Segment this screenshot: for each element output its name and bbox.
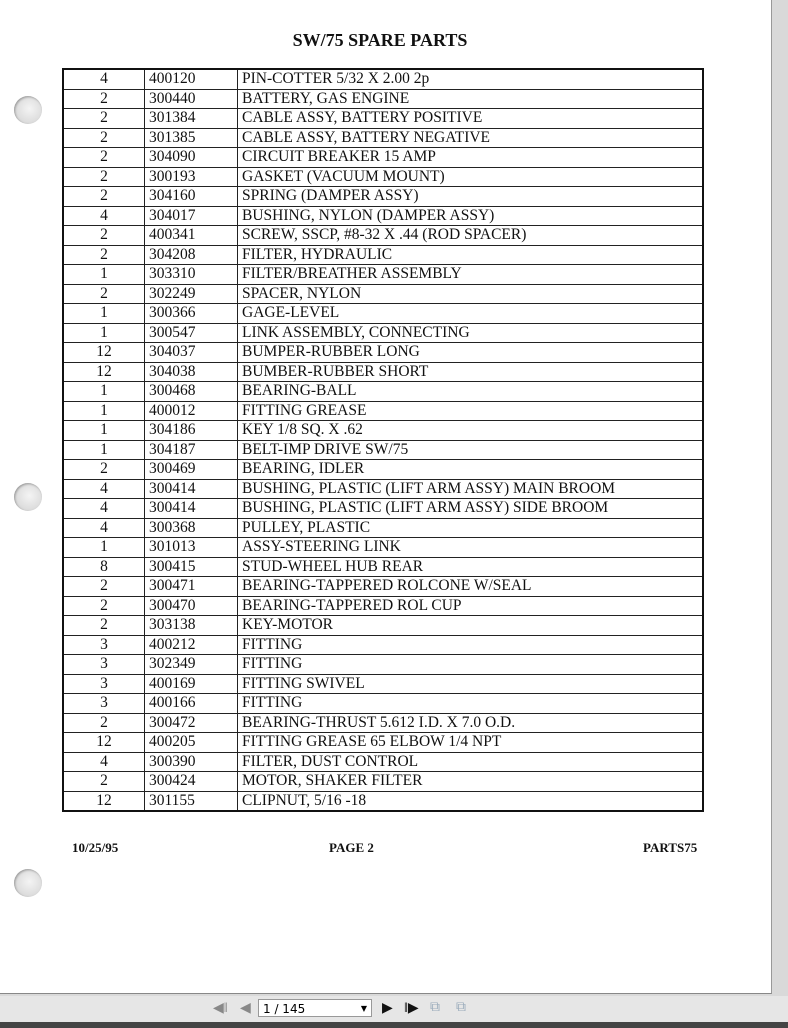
quantity-cell: 2	[63, 167, 145, 187]
quantity-cell: 2	[63, 187, 145, 207]
punch-hole	[14, 483, 42, 511]
part-number-cell: 400205	[145, 733, 238, 753]
quantity-cell: 2	[63, 245, 145, 265]
table-row	[63, 226, 703, 246]
quantity-cell: 4	[63, 479, 145, 499]
part-number-cell: 300390	[145, 752, 238, 772]
footer-date: 10/25/95	[72, 840, 119, 855]
part-number-cell: 300366	[145, 304, 238, 324]
description-cell: BELT-IMP DRIVE SW/75	[238, 440, 704, 460]
description-cell: BUSHING, PLASTIC (LIFT ARM ASSY) MAIN BROOM	[238, 479, 704, 499]
quantity-cell: 2	[63, 713, 145, 733]
quantity-cell: 2	[63, 596, 145, 616]
description-cell: ASSY-STEERING LINK	[238, 538, 704, 558]
quantity-cell: 1	[63, 440, 145, 460]
viewer-toolbar	[0, 996, 788, 1022]
part-number-cell: 400169	[145, 674, 238, 694]
table-row	[63, 499, 703, 519]
quantity-cell: 12	[63, 733, 145, 753]
description-cell: FILTER, HYDRAULIC	[238, 245, 704, 265]
description-cell: LINK ASSEMBLY, CONNECTING	[238, 323, 704, 343]
quantity-cell: 2	[63, 109, 145, 129]
bottom-bar	[0, 1022, 788, 1028]
punch-hole	[14, 869, 42, 897]
table-row	[63, 733, 703, 753]
table-row	[63, 382, 703, 402]
description-cell: BUMBER-RUBBER SHORT	[238, 362, 704, 382]
description-cell: FITTING SWIVEL	[238, 674, 704, 694]
next-page-icon[interactable]: ▶	[382, 1001, 393, 1016]
two-page-icon[interactable]: ⧉	[456, 1000, 466, 1015]
description-cell: FITTING	[238, 694, 704, 714]
table-row	[63, 187, 703, 207]
description-cell: STUD-WHEEL HUB REAR	[238, 557, 704, 577]
quantity-cell: 4	[63, 206, 145, 226]
part-number-cell: 301384	[145, 109, 238, 129]
table-row	[63, 557, 703, 577]
description-cell: CLIPNUT, 5/16 -18	[238, 791, 704, 811]
description-cell: BEARING-TAPPERED ROLCONE W/SEAL	[238, 577, 704, 597]
part-number-cell: 304187	[145, 440, 238, 460]
table-row	[63, 577, 703, 597]
description-cell: BUSHING, NYLON (DAMPER ASSY)	[238, 206, 704, 226]
part-number-cell: 300368	[145, 518, 238, 538]
quantity-cell: 1	[63, 382, 145, 402]
quantity-cell: 2	[63, 89, 145, 109]
quantity-cell: 12	[63, 362, 145, 382]
part-number-cell: 400212	[145, 635, 238, 655]
quantity-cell: 3	[63, 674, 145, 694]
table-row	[63, 343, 703, 363]
table-row	[63, 440, 703, 460]
description-cell: BEARING-THRUST 5.612 I.D. X 7.0 O.D.	[238, 713, 704, 733]
quantity-cell: 4	[63, 752, 145, 772]
table-row	[63, 421, 703, 441]
description-cell: BEARING-BALL	[238, 382, 704, 402]
part-number-cell: 303310	[145, 265, 238, 285]
description-cell: BUMPER-RUBBER LONG	[238, 343, 704, 363]
part-number-cell: 300414	[145, 499, 238, 519]
table-row	[63, 752, 703, 772]
quantity-cell: 2	[63, 577, 145, 597]
part-number-cell: 302349	[145, 655, 238, 675]
table-row	[63, 616, 703, 636]
table-row	[63, 69, 703, 89]
description-cell: FITTING	[238, 655, 704, 675]
description-cell: SCREW, SSCP, #8-32 X .44 (ROD SPACER)	[238, 226, 704, 246]
table-row	[63, 791, 703, 811]
table-row	[63, 655, 703, 675]
table-row	[63, 128, 703, 148]
description-cell: FITTING GREASE 65 ELBOW 1/4 NPT	[238, 733, 704, 753]
part-number-cell: 304017	[145, 206, 238, 226]
part-number-cell: 300547	[145, 323, 238, 343]
table-row	[63, 167, 703, 187]
quantity-cell: 2	[63, 616, 145, 636]
table-row	[63, 518, 703, 538]
quantity-cell: 2	[63, 226, 145, 246]
part-number-cell: 400341	[145, 226, 238, 246]
part-number-cell: 303138	[145, 616, 238, 636]
part-number-cell: 301155	[145, 791, 238, 811]
quantity-cell: 1	[63, 265, 145, 285]
part-number-cell: 300468	[145, 382, 238, 402]
description-cell: BEARING, IDLER	[238, 460, 704, 480]
footer-page: PAGE 2	[329, 840, 374, 855]
description-cell: KEY 1/8 SQ. X .62	[238, 421, 704, 441]
table-row	[63, 323, 703, 343]
quantity-cell: 2	[63, 284, 145, 304]
previous-page-icon[interactable]: ◀	[240, 1001, 251, 1016]
table-row	[63, 265, 703, 285]
description-cell: GAGE-LEVEL	[238, 304, 704, 324]
part-number-cell: 300472	[145, 713, 238, 733]
table-row	[63, 245, 703, 265]
description-cell: GASKET (VACUUM MOUNT)	[238, 167, 704, 187]
part-number-cell: 300471	[145, 577, 238, 597]
table-row	[63, 635, 703, 655]
quantity-cell: 1	[63, 323, 145, 343]
table-row	[63, 89, 703, 109]
description-cell: SPRING (DAMPER ASSY)	[238, 187, 704, 207]
table-row	[63, 206, 703, 226]
part-number-cell: 301385	[145, 128, 238, 148]
part-number-cell: 300193	[145, 167, 238, 187]
single-page-icon[interactable]: ⧉	[430, 1000, 440, 1015]
quantity-cell: 3	[63, 694, 145, 714]
part-number-cell: 304038	[145, 362, 238, 382]
description-cell: PIN-COTTER 5/32 X 2.00 2p	[238, 69, 704, 89]
page-select[interactable]	[258, 999, 372, 1017]
description-cell: MOTOR, SHAKER FILTER	[238, 772, 704, 792]
description-cell: FITTING	[238, 635, 704, 655]
table-row	[63, 694, 703, 714]
quantity-cell: 4	[63, 69, 145, 89]
table-row	[63, 460, 703, 480]
part-number-cell: 304090	[145, 148, 238, 168]
footer-code: PARTS75	[643, 840, 698, 855]
description-cell: CABLE ASSY, BATTERY NEGATIVE	[238, 128, 704, 148]
quantity-cell: 2	[63, 772, 145, 792]
page-title: SW/75 SPARE PARTS	[292, 30, 468, 50]
part-number-cell: 300415	[145, 557, 238, 577]
table-row	[63, 148, 703, 168]
part-number-cell: 300470	[145, 596, 238, 616]
description-cell: BATTERY, GAS ENGINE	[238, 89, 704, 109]
page-indicator: 1 / 145	[263, 1002, 306, 1016]
part-number-cell: 301013	[145, 538, 238, 558]
part-number-cell: 300424	[145, 772, 238, 792]
table-row	[63, 401, 703, 421]
quantity-cell: 3	[63, 655, 145, 675]
table-row	[63, 109, 703, 129]
description-cell: KEY-MOTOR	[238, 616, 704, 636]
quantity-cell: 2	[63, 148, 145, 168]
description-cell: CABLE ASSY, BATTERY POSITIVE	[238, 109, 704, 129]
quantity-cell: 3	[63, 635, 145, 655]
table-row	[63, 772, 703, 792]
table-row	[63, 713, 703, 733]
description-cell: SPACER, NYLON	[238, 284, 704, 304]
description-cell: FILTER, DUST CONTROL	[238, 752, 704, 772]
quantity-cell: 8	[63, 557, 145, 577]
last-page-icon[interactable]: ‖▶	[404, 1001, 419, 1016]
quantity-cell: 2	[63, 460, 145, 480]
table-row	[63, 674, 703, 694]
quantity-cell: 4	[63, 518, 145, 538]
description-cell: PULLEY, PLASTIC	[238, 518, 704, 538]
description-cell: BUSHING, PLASTIC (LIFT ARM ASSY) SIDE BROOM	[238, 499, 704, 519]
part-number-cell: 304160	[145, 187, 238, 207]
table-row	[63, 284, 703, 304]
quantity-cell: 1	[63, 421, 145, 441]
description-cell: BEARING-TAPPERED ROL CUP	[238, 596, 704, 616]
part-number-cell: 400120	[145, 69, 238, 89]
part-number-cell: 300414	[145, 479, 238, 499]
table-row	[63, 304, 703, 324]
table-row	[63, 538, 703, 558]
quantity-cell: 12	[63, 343, 145, 363]
quantity-cell: 1	[63, 401, 145, 421]
punch-hole	[14, 96, 42, 124]
part-number-cell: 304186	[145, 421, 238, 441]
table-row	[63, 362, 703, 382]
quantity-cell: 12	[63, 791, 145, 811]
quantity-cell: 1	[63, 304, 145, 324]
description-cell: FILTER/BREATHER ASSEMBLY	[238, 265, 704, 285]
first-page-icon[interactable]: ◀‖	[213, 1001, 228, 1016]
part-number-cell: 304037	[145, 343, 238, 363]
parts-table	[62, 68, 704, 812]
part-number-cell: 300469	[145, 460, 238, 480]
table-row	[63, 596, 703, 616]
chevron-down-icon: ▼	[360, 1004, 367, 1013]
quantity-cell: 2	[63, 128, 145, 148]
quantity-cell: 4	[63, 499, 145, 519]
quantity-cell: 1	[63, 538, 145, 558]
part-number-cell: 302249	[145, 284, 238, 304]
description-cell: CIRCUIT BREAKER 15 AMP	[238, 148, 704, 168]
part-number-cell: 400012	[145, 401, 238, 421]
part-number-cell: 400166	[145, 694, 238, 714]
table-row	[63, 479, 703, 499]
part-number-cell: 304208	[145, 245, 238, 265]
description-cell: FITTING GREASE	[238, 401, 704, 421]
part-number-cell: 300440	[145, 89, 238, 109]
